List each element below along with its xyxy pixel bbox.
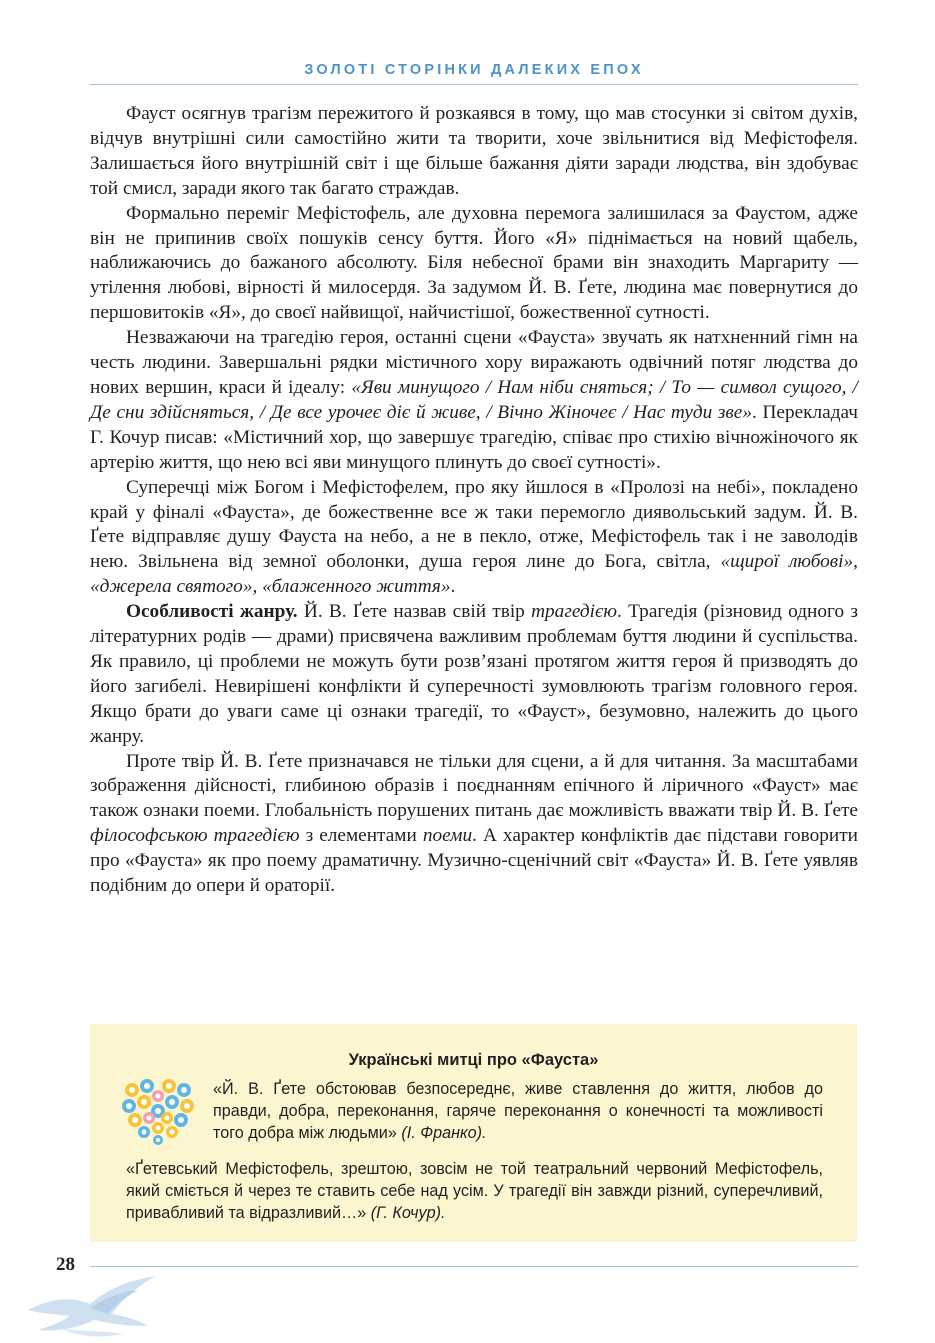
paragraph-3-text-end: . Перекладач Г. Кочур писав: «Містичний хор, що завершує трагедію, співає про стихію вічножіночого як артерію життя, що нею всі яви минущого плинуть до своєї сутності». — [90, 401, 858, 473]
genre-heading: Особливості жанру. — [126, 601, 298, 623]
franko-quote-author: (І. Франко). — [401, 1124, 487, 1142]
paragraph-2: Формально переміг Мефістофель, але духовна перемога залишилася за Фаустом, адже він не припинив своїх пошуків сенсу буття. Його «Я» піднімається на новий щабель, наближаючись до бажаного абсолюту. Біля небесної брами він знаходить Маргариту — утілення любові, вірності й милосердя. За задумом Й. В. Ґете, людина має повернутися до першовитоків «Я», до своєї найвищої, найчистішої, божественної сутності. — [90, 202, 858, 324]
main-text — [90, 102, 858, 899]
heaven-quote: «щирої любові», «джерела святого», «блаженного життя» — [90, 551, 858, 598]
page-number: 28 — [56, 1254, 75, 1275]
ukrainian-artists-infobox — [90, 1024, 857, 1242]
paragraph-4 — [90, 476, 858, 601]
infobox-title: Українські митці про «Фауста» — [348, 1051, 599, 1069]
franko-quote-text: «Й. В. Ґете обстоював безпосереднє, живе ставлення до життя, любов до правди, добра, переконання, гаряче переконання о конечності та можливості того добра між людьми» — [213, 1080, 823, 1142]
paragraph-3-text: Незважаючи на трагедію героя, останні сцени «Фауста» звучать як натхненний гімн на честь людини. Завершальні рядки містичного хору виражають одвічний потяг людства до нових вершин, краси й ідеалу: — [90, 327, 858, 398]
mystic-chorus-quote: «Яви минущого / Нам ніби сняться; / То — символ сущого, / Де сни здійсняться, / Де все урочеє діє й живе, / Вічно Жіночеє / Нас туди зве» — [90, 376, 858, 423]
footer-divider — [90, 1266, 858, 1267]
kochur-quote — [126, 1158, 823, 1224]
paragraph-6-text-end: . А характер конфліктів дає підстави говорити про «Фауста» як про поему драматичну. Музично-сценічний світ «Фауста» Й. В. Ґете уявляв подібним до опери й ораторії. — [90, 825, 858, 897]
kochur-quote-author: (Г. Кочур). — [370, 1204, 446, 1222]
paragraph-6-text-mid: з елементами — [299, 825, 423, 847]
paragraph-5-text-end: . Трагедія (різновид одного з літературних родів — драми) присвячена важливим проблемам буття людини й суспільства. Як правило, ці проблеми не можуть бути розв’язані протягом життя героя й призводять до його загибелі. Невирішені конфлікти й суперечності зумовлюють трагізм головного героя. Якщо брати до уваги саме ці ознаки трагедії, то «Фауст», безумовно, належить до цього жанру. — [90, 601, 858, 747]
term-poem: поеми — [422, 825, 473, 847]
franko-quote — [213, 1078, 823, 1144]
flying-birds-icon — [20, 1268, 170, 1343]
paragraph-6 — [90, 750, 858, 899]
paragraph-4-text-end: . — [450, 576, 456, 598]
paragraph-1: Фауст осягнув трагізм пережитого й розкаявся в тому, що мав стосунки зі світом духів, відчув внутрішні сили самостійно жити та творити, хоче звільнитися від Мефістофеля. Залишається його внутрішній світ і ще більше бажання діяти заради людства, він здобуває той смисл, заради якого так багато страждав. — [90, 103, 858, 199]
kochur-quote-text: «Ґетевський Мефістофель, зрештою, зовсім не той театральний червоний Мефістофель, який сміється й через те ставить себе над усім. У трагедії він завжди різний, суперечливий, привабливий та відразливий…» — [126, 1160, 823, 1222]
term-philosophical-tragedy: філософською трагедією — [90, 825, 300, 847]
paragraph-6-text: Проте твір Й. В. Ґете призначався не тільки для сцени, а й для читання. За масштабами зображення дійсності, глибиною образів і поєднанням епічного й ліричного «Фауст» має також ознаки поеми. Глобальність порушених питань дає можливість вважати твір Й. В. Ґете — [90, 750, 858, 822]
paragraph-3 — [90, 326, 858, 475]
heart-of-flowers-icon — [122, 1079, 194, 1145]
paragraph-5-text: Й. В. Ґете назвав свій твір — [297, 601, 532, 623]
header-divider — [90, 84, 858, 85]
term-tragedy: трагедією — [531, 601, 618, 623]
running-title: ЗОЛОТІ СТОРІНКИ ДАЛЕКИХ ЕПОХ — [304, 62, 644, 78]
paragraph-4-text: Суперечці між Богом і Мефістофелем, про яку йшлося в «Пролозі на небі», покладено край у фіналі «Фауста», де божественне все ж таки перемогло диявольський задум. Й. В. Ґете відправляє душу Фауста на небо, а не в пекло, отже, Мефістофель так і не заволодів нею. Звільнена від земної оболонки, душа героя лине до Бога, світла, — [90, 476, 858, 573]
paragraph-5 — [90, 600, 858, 749]
